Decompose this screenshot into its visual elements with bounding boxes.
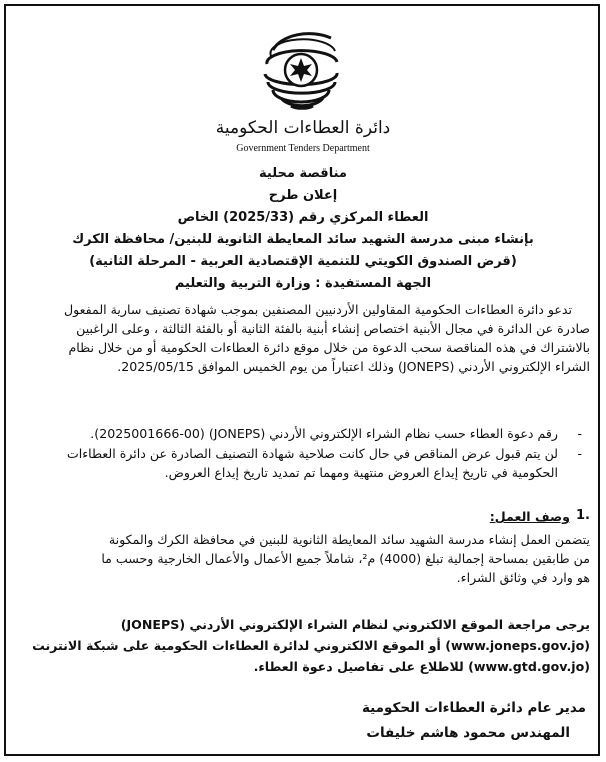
bullet-dash: - [577,426,582,441]
bullet-item [14,424,594,443]
announcement-title: إعلان طرح [268,188,338,203]
section-number: 1. [576,508,590,523]
tender-number: العطاء المركزي رقم (2025/33) الخاص [177,210,429,225]
intro-paragraph [14,300,590,376]
logo-title-ar: دائرة العطاءات الحكومية [215,118,391,138]
notice-line: (www.joneps.gov.jo) أو الموقع الالكتروني لدائرة العطاءات الحكومية على شبكة الانترنت [32,638,590,653]
notice-line: يرجى مراجعة الموقع الالكتروني لنظام الشراء الإلكتروني الأردني (JONEPS) [120,617,590,632]
intro-line: بالاشتراك في هذه المناقصة سحب الدعوة من خلال موقع دائرة العطاءات الحكومية أو من خلال نظام [68,340,590,355]
intro-line: صادرة عن الدائرة في مجال الأبنية اختصاص إنشاء أبنية بالفئة الثانية أو بالفئة الثالثة ، وعلى الراغبين [76,321,590,336]
section-line: من طابقين بمساحة إجمالية تبلغ (4000) م²، شاملاً جميع الأعمال والأعمال الخارجية وحسب ما [101,551,590,566]
bullet-item [14,444,594,482]
bullet-text: لن يتم قبول عرض المناقص في حال كانت صلاحية شهادة التصنيف الصادرة عن دائرة العطاءات [66,446,558,461]
section-body [16,530,590,587]
project-title: بإنشاء مبنى مدرسة الشهيد سائد المعايطة الثانوية للبنين/ محافظة الكرك [72,232,534,247]
section-heading: وصف العمل: [489,509,570,524]
signatory-name: المهندس محمود هاشم خليفات [366,725,570,741]
intro-line: الشراء الإلكتروني الأردني (JONEPS) وذلك اعتباراً من يوم الخميس الموافق 2025/05/15. [117,359,590,374]
logo-title-en: Government Tenders Department [236,143,370,154]
website-notice [16,614,590,677]
intro-line: تدعو دائرة العطاءات الحكومية المقاولين الأردنيين المصنفين بموجب شهادة تصنيف سارية المفعول [63,302,572,317]
section-line: هو وارد في وثائق الشراء. [456,570,590,585]
notice-line: (www.gtd.gov.jo) للاطلاع على تفاصيل دعوة العطاء. [253,659,590,674]
bullet-dash: - [577,446,582,461]
tender-type: مناقصة محلية [259,166,347,181]
bullet-text: رقم دعوة العطاء حسب نظام الشراء الإلكتروني الأردني (JONEPS) (2025001666-00). [90,426,558,441]
signatory-title: مدير عام دائرة العطاءات الحكومية [361,700,586,716]
beneficiary: الجهة المستفيدة : وزارة التربية والتعليم [174,276,432,291]
gtd-logo-icon [251,18,351,118]
bullet-text: الحكومية في تاريخ إيداع العروض منتهية ومهما تم تمديد تاريخ إيداع العروض. [164,465,558,480]
funding-source: (قرض الصندوق الكويتي للتنمية الإقتصادية العربية - المرحلة الثانية) [89,254,517,269]
section-line: يتضمن العمل إنشاء مدرسة الشهيد سائد المعايطة الثانوية للبنين في محافظة الكرك والمكونة [108,532,590,547]
